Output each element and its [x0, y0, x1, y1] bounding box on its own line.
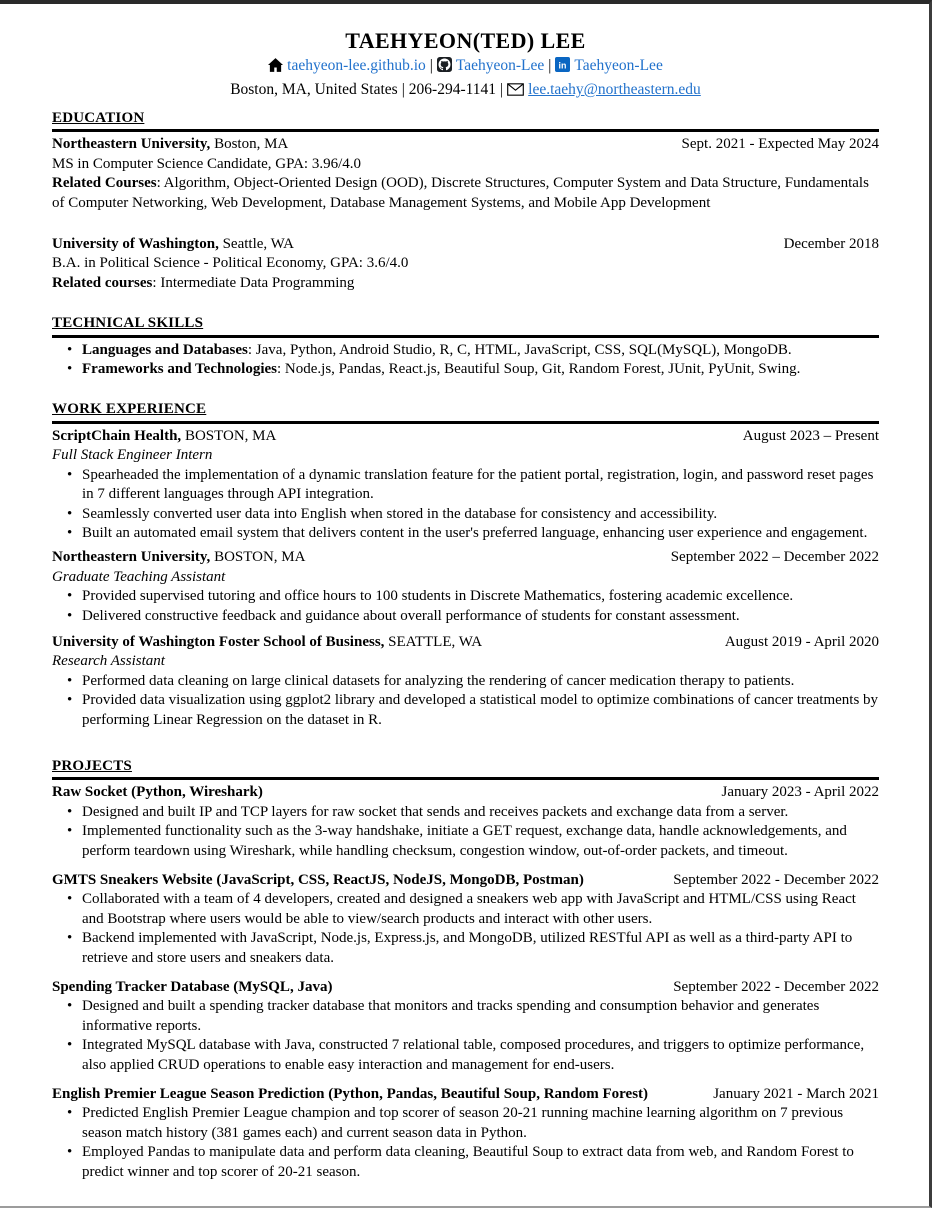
skill-item: [52, 360, 879, 379]
bullet-item: • Spearheaded the implementation of a dynamic translation feature for the patient portal, registration, login, and password reset pages in 7 different languages through API integration.: [52, 466, 879, 505]
org-location: Boston, MA: [210, 136, 289, 153]
links-line: [52, 56, 879, 78]
education-entry: [52, 235, 879, 293]
org-name: University of Washington,: [52, 236, 219, 253]
date-range: Sept. 2021 - Expected May 2024: [681, 136, 879, 153]
degree-line: B.A. in Political Science - Political Economy, GPA: 3.6/4.0: [52, 255, 409, 272]
website-link[interactable]: taehyeon-lee.github.io: [287, 57, 426, 74]
section-education: [52, 109, 879, 293]
mail-icon: [507, 82, 524, 102]
location-text: Boston, MA, United States: [230, 81, 398, 98]
skill-label: Languages and Databases: [82, 341, 248, 358]
skill-item: [52, 341, 879, 360]
related-courses-line: [52, 274, 879, 293]
bullet-item: • Designed and built IP and TCP layers for raw socket that sends and receives packets and exchange data from a server.: [52, 803, 879, 822]
skill-text: : Java, Python, Android Studio, R, C, HTML, JavaScript, CSS, SQL(MySQL), MongoDB.: [247, 341, 792, 358]
separator: |: [500, 81, 504, 98]
separator: |: [401, 81, 405, 98]
date-range: August 2023 – Present: [742, 427, 879, 444]
bullet-item: • Seamlessly converted user data into English when stored in the database for consistency and accessibility.: [52, 505, 879, 524]
related-courses-label: Related Courses: [52, 175, 157, 192]
section-title-skills: TECHNICAL SKILLS: [52, 315, 204, 332]
section-title-experience: WORK EXPERIENCE: [52, 401, 207, 418]
entry-header-row: [52, 1085, 879, 1104]
date-range: January 2021 - March 2021: [713, 1086, 879, 1103]
separator: |: [429, 57, 433, 74]
linkedin-icon: [555, 57, 570, 78]
entry-header-row: [52, 871, 879, 890]
bullet-item: • Implemented functionality such as the 3-way handshake, initiate a GET request, exchange data, handle acknowledgements, and perform teardown using Wireshark, while handling checksum, congestion window, out-of-order packets, and timeout.: [52, 822, 879, 861]
related-courses-text: : Intermediate Data Programming: [152, 274, 355, 291]
section-title-projects: PROJECTS: [52, 757, 132, 774]
skill-text: : Node.js, Pandas, React.js, Beautiful Soup, Git, Random Forest, JUnit, PyUnit, Swing.: [277, 361, 801, 378]
related-courses-text: : Algorithm, Object-Oriented Design (OOD), Discrete Structures, Computer System and Data Structure, Fundamentals of Computer Networking, Web Development, Database Management Systems, and Mobile App Development: [52, 175, 869, 211]
github-icon: [437, 57, 452, 78]
job-title: Research Assistant: [52, 653, 165, 670]
email-link[interactable]: lee.taehy@northeastern.edu: [528, 81, 701, 98]
bullet-item: • Delivered constructive feedback and guidance about overall performance of students for constant assessment.: [52, 607, 879, 626]
bullet-item: • Integrated MySQL database with Java, constructed 7 relational table, composed procedures, and triggers to optimize performance, also applied CRUD operations to enable easy interaction and management for end-users.: [52, 1036, 879, 1075]
section-title-education: EDUCATION: [52, 110, 145, 126]
github-link[interactable]: Taehyeon-Lee: [455, 57, 545, 74]
separator: |: [548, 57, 552, 74]
org-location: Seattle, WA: [218, 236, 294, 253]
contact-line: [52, 80, 879, 102]
bullet-item: • Collaborated with a team of 4 developers, created and designed a sneakers web app with JavaScript and HTML/CSS using React and Bootstrap where users would be able to view/search products and interact with other users.: [52, 890, 879, 929]
section-technical-skills: [52, 314, 879, 379]
org-name: ScriptChain Health,: [52, 427, 182, 444]
entry-header-row: [52, 135, 879, 154]
bullet-item: • Provided data visualization using ggplot2 library and developed a statistical model to optimize combinations of cancer treatments by performing Linear Regression on the dataset in R.: [52, 691, 879, 730]
project-title: Raw Socket (Python, Wireshark): [52, 784, 263, 801]
date-range: September 2022 - December 2022: [673, 872, 879, 888]
related-courses-label: Related courses: [52, 274, 153, 291]
job-title: Graduate Teaching Assistant: [52, 568, 226, 585]
bullet-item: • Provided supervised tutoring and office hours to 100 students in Discrete Mathematics, fostering academic excellence.: [52, 587, 879, 606]
experience-entry: [52, 427, 879, 543]
org-line: [52, 135, 288, 154]
education-entry: [52, 135, 879, 213]
org-line: [52, 633, 482, 652]
entry-header-row: [52, 548, 879, 567]
date-range: January 2023 - April 2022: [721, 784, 879, 801]
section-work-experience: [52, 400, 879, 730]
date-range: September 2022 – December 2022: [670, 549, 879, 566]
org-name: Northeastern University,: [52, 549, 211, 566]
skills-heading-rule: [52, 314, 879, 337]
project-title: Spending Tracker Database (MySQL, Java): [52, 979, 333, 996]
entry-header-row: [52, 633, 879, 652]
project-entry: [52, 1085, 879, 1182]
project-entry: [52, 978, 879, 1075]
date-range: August 2019 - April 2020: [724, 633, 879, 650]
entry-header-row: [52, 427, 879, 446]
org-line: [52, 427, 276, 446]
entry-header-row: [52, 783, 879, 802]
experience-heading-rule: [52, 400, 879, 423]
section-projects: [52, 757, 879, 1182]
org-location: BOSTON, MA: [210, 549, 306, 566]
bullet-item: • Backend implemented with JavaScript, Node.js, Express.js, and MongoDB, utilized RESTful API as well as a third-party API to retrieve and store users and sneakers data.: [52, 929, 879, 968]
entry-header-row: [52, 978, 879, 997]
date-range: December 2018: [783, 236, 879, 253]
svg-text:in: in: [558, 60, 567, 71]
projects-heading-rule: [52, 757, 879, 780]
education-heading-rule: [52, 109, 879, 132]
date-range: September 2022 - December 2022: [673, 979, 879, 996]
bullet-item: • Performed data cleaning on large clinical datasets for analyzing the rendering of cancer medication therapy to patients.: [52, 672, 879, 691]
org-line: [52, 235, 294, 254]
candidate-name: TAEHYEON(TED) LEE: [345, 28, 586, 53]
experience-entry: [52, 548, 879, 626]
related-courses-line: [52, 174, 879, 213]
org-location: SEATTLE, WA: [384, 633, 483, 650]
project-title: GMTS Sneakers Website (JavaScript, CSS, ReactJS, NodeJS, MongoDB, Postman): [52, 872, 584, 888]
org-name: Northeastern University,: [52, 136, 211, 153]
bullet-item: • Employed Pandas to manipulate data and perform data cleaning, Beautiful Soup to extract data from web, and Random Forest to predict winner and top scorer of 20-21 season.: [52, 1143, 879, 1182]
bullet-item: • Built an automated email system that delivers content in the user's preferred language, enhancing user experience and engagement.: [52, 524, 879, 543]
entry-header-row: [52, 235, 879, 254]
phone-text: 206-294-1141: [408, 81, 497, 98]
bullet-item: • Predicted English Premier League champion and top scorer of season 20-21 running machine learning algorithm on 7 previous season match history (381 games each) and current season data in Python.: [52, 1104, 879, 1143]
resume-header: [52, 28, 879, 102]
degree-line: MS in Computer Science Candidate, GPA: 3.96/4.0: [52, 155, 362, 172]
org-line: [52, 548, 305, 567]
bullet-item: • Designed and built a spending tracker database that monitors and tracks spending and consumption behavior and generates informative reports.: [52, 997, 879, 1036]
project-entry: [52, 783, 879, 861]
job-title: Full Stack Engineer Intern: [52, 447, 213, 464]
linkedin-link[interactable]: Taehyeon-Lee: [574, 57, 663, 74]
home-icon: [268, 58, 283, 78]
org-location: BOSTON, MA: [181, 427, 277, 444]
experience-entry: [52, 633, 879, 730]
project-entry: [52, 871, 879, 968]
skill-label: Frameworks and Technologies: [82, 361, 278, 378]
org-name: University of Washington Foster School of Business,: [52, 633, 385, 650]
project-title: English Premier League Season Prediction (Python, Pandas, Beautiful Soup, Random Forest): [52, 1086, 649, 1103]
